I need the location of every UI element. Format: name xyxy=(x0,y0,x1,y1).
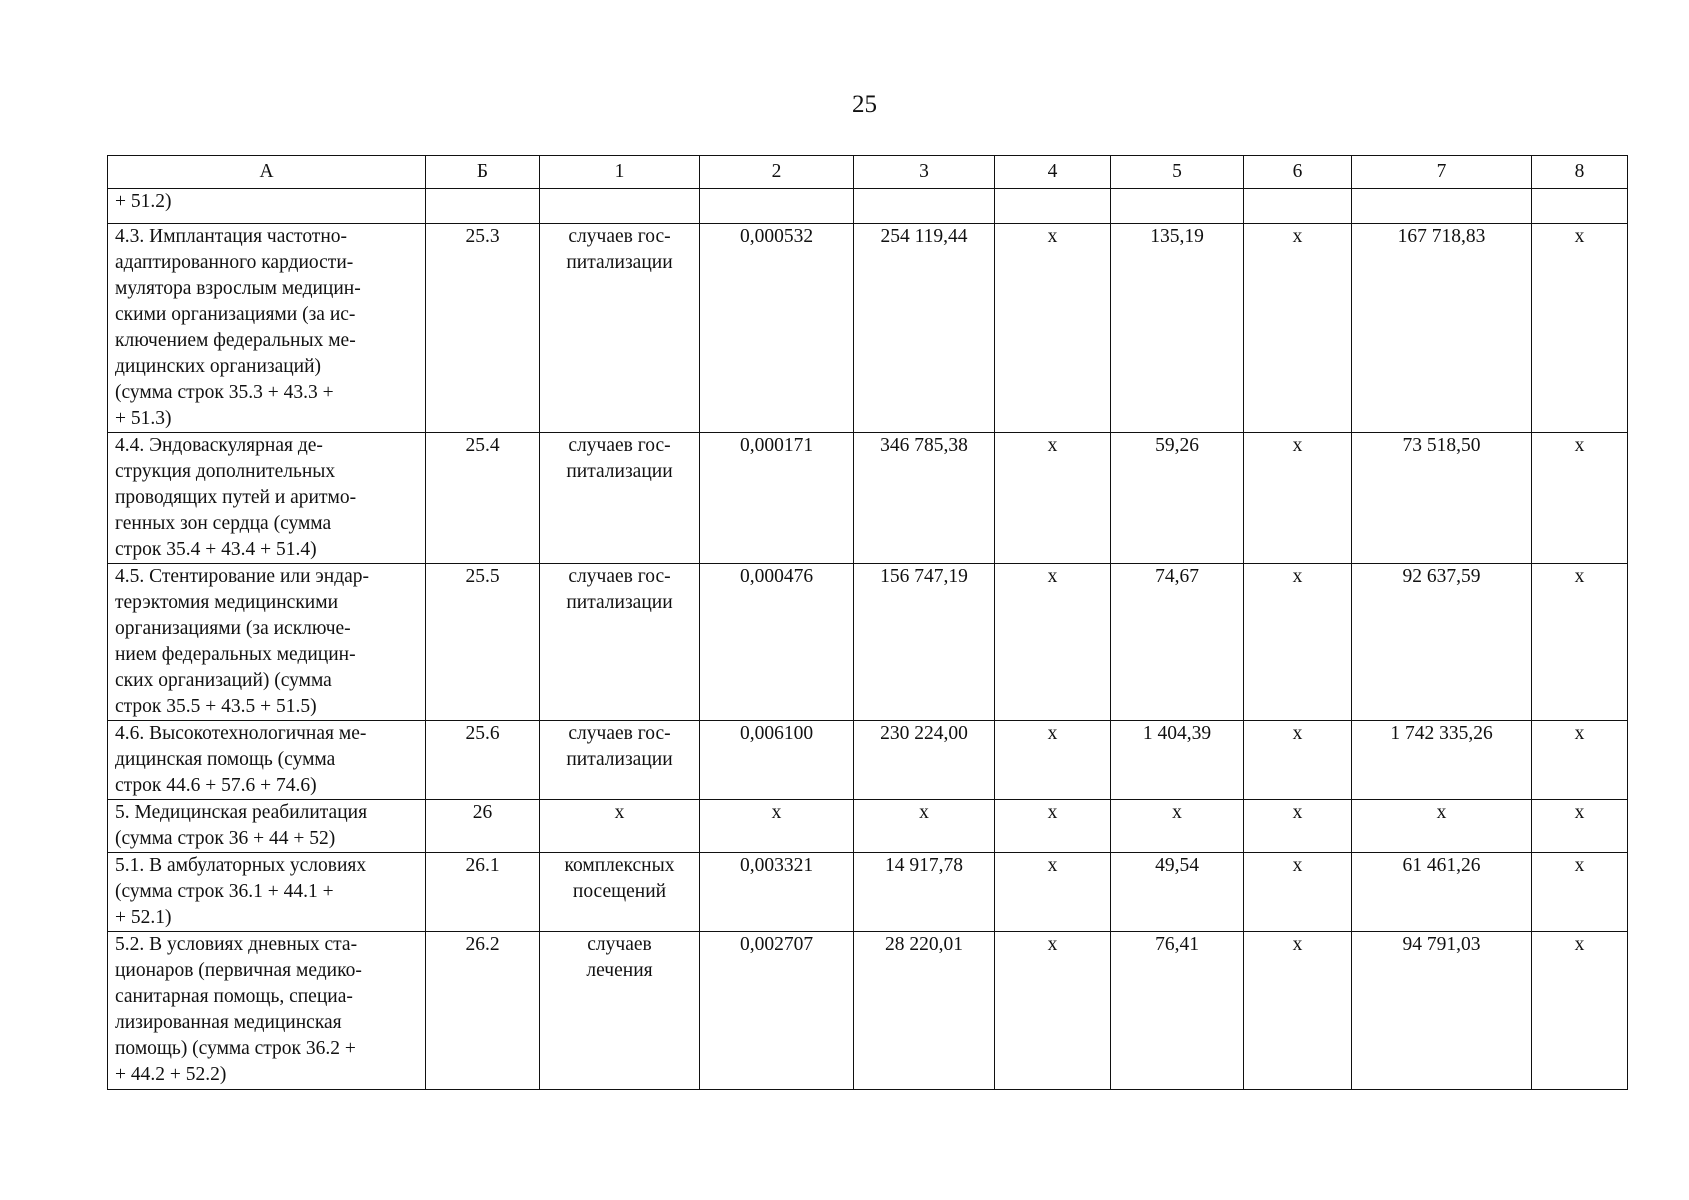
row-name-cell xyxy=(108,433,426,564)
cell-line: лизированная медицинская xyxy=(115,1012,342,1033)
row-col6-cell xyxy=(1244,932,1352,1090)
cell-line: 0,000532 xyxy=(739,226,814,247)
row-name-cell xyxy=(108,932,426,1090)
header-cell-3: 3 xyxy=(854,156,995,189)
cell-line: 1 404,39 xyxy=(1142,723,1212,744)
cell-line: х xyxy=(1292,723,1303,744)
cell-line: 167 718,83 xyxy=(1397,226,1486,247)
header-cell-a: А xyxy=(108,156,426,189)
row-unit-cell xyxy=(540,800,700,853)
row-name-cell xyxy=(108,564,426,721)
row-code-cell xyxy=(426,932,540,1090)
cell-line: организациями (за исключе- xyxy=(115,618,351,639)
cell-line: (сумма строк 35.3 + 43.3 + xyxy=(115,382,334,403)
table-row xyxy=(108,800,1628,853)
table-row xyxy=(108,433,1628,564)
cell-line: помощь) (сумма строк 36.2 + xyxy=(115,1038,356,1059)
row-code-cell xyxy=(426,433,540,564)
row-name-cell xyxy=(108,224,426,433)
row-col7-cell xyxy=(1352,433,1532,564)
row-col4-cell xyxy=(995,433,1111,564)
cell-line: 28 220,01 xyxy=(885,934,963,955)
row-col3-cell xyxy=(854,224,995,433)
cell-line: х xyxy=(1292,934,1303,955)
row-col2-cell xyxy=(700,189,854,224)
table-body xyxy=(108,189,1628,1090)
cell-line: х xyxy=(1047,934,1058,955)
cell-line: х xyxy=(1047,566,1058,587)
row-col5-cell xyxy=(1111,564,1244,721)
row-col3-cell xyxy=(854,932,995,1090)
cell-line: санитарная помощь, специа- xyxy=(115,986,353,1007)
cell-line: 1 742 335,26 xyxy=(1390,723,1493,744)
page-number: 25 xyxy=(852,91,877,118)
cell-line: 25.5 xyxy=(465,566,500,587)
row-col4-cell xyxy=(995,721,1111,800)
row-col8-cell xyxy=(1532,800,1628,853)
row-col5-cell xyxy=(1111,224,1244,433)
cell-line: 25.4 xyxy=(465,435,500,456)
row-unit-cell xyxy=(540,932,700,1090)
cell-line: питализации xyxy=(566,592,673,613)
cell-line: генных зон сердца (сумма xyxy=(115,513,332,534)
cell-line: 92 637,59 xyxy=(1402,566,1481,587)
row-col7-cell xyxy=(1352,721,1532,800)
row-col2-cell xyxy=(700,853,854,932)
row-col2-cell xyxy=(700,433,854,564)
cell-line: посещений xyxy=(572,881,667,902)
table-row xyxy=(108,189,1628,224)
cell-line: 4.3. Имплантация частотно- xyxy=(115,226,348,247)
header-cell-1: 1 xyxy=(540,156,700,189)
cell-line: 5.1. В амбулаторных условиях xyxy=(115,855,367,876)
cell-line: х xyxy=(1574,566,1585,587)
cell-line: скими организациями (за ис- xyxy=(115,304,356,325)
row-name-cell xyxy=(108,721,426,800)
row-col2-cell xyxy=(700,224,854,433)
cell-line: 26 xyxy=(472,802,493,823)
row-col3-cell xyxy=(854,433,995,564)
cell-line: случаев гос- xyxy=(568,723,671,744)
header-cell-b: Б xyxy=(426,156,540,189)
row-code-cell xyxy=(426,853,540,932)
cell-line: случаев xyxy=(587,934,652,955)
cell-line: (сумма строк 36.1 + 44.1 + xyxy=(115,881,334,902)
cell-line: 59,26 xyxy=(1155,435,1199,456)
cell-line: 346 785,38 xyxy=(880,435,968,456)
cell-line: комплексных xyxy=(564,855,675,876)
cell-line: случаев гос- xyxy=(568,435,671,456)
row-col4-cell xyxy=(995,564,1111,721)
cell-line: строк 35.4 + 43.4 + 51.4) xyxy=(115,539,317,560)
row-unit-cell xyxy=(540,721,700,800)
row-col8-cell xyxy=(1532,433,1628,564)
cell-line: х xyxy=(1047,723,1058,744)
row-code-cell xyxy=(426,224,540,433)
cell-line: мулятора взрослым медицин- xyxy=(115,278,361,299)
cell-line: х xyxy=(1292,435,1303,456)
cell-line: питализации xyxy=(566,252,673,273)
row-col4-cell xyxy=(995,932,1111,1090)
cell-line: 94 791,03 xyxy=(1402,934,1481,955)
cell-line: проводящих путей и аритмо- xyxy=(115,487,357,508)
row-col3-cell xyxy=(854,564,995,721)
cell-line: адаптированного кардиости- xyxy=(115,252,354,273)
cell-line: 26.2 xyxy=(465,934,500,955)
data-table xyxy=(107,155,1628,1090)
cell-line: 254 119,44 xyxy=(880,226,968,247)
row-col4-cell xyxy=(995,853,1111,932)
cell-line: струкция дополнительных xyxy=(115,461,336,482)
row-col6-cell xyxy=(1244,564,1352,721)
cell-line: 4.4. Эндоваскулярная де- xyxy=(115,435,323,456)
cell-line: 61 461,26 xyxy=(1402,855,1481,876)
cell-line: х xyxy=(1574,226,1585,247)
cell-line: х xyxy=(1436,802,1447,823)
row-name-cell xyxy=(108,189,426,224)
cell-line: питализации xyxy=(566,749,673,770)
row-col5-cell xyxy=(1111,189,1244,224)
row-col2-cell xyxy=(700,800,854,853)
cell-line: х xyxy=(1574,855,1585,876)
cell-line: 4.5. Стентирование или эндар- xyxy=(115,566,370,587)
row-col7-cell xyxy=(1352,932,1532,1090)
cell-line: питализации xyxy=(566,461,673,482)
row-code-cell xyxy=(426,800,540,853)
row-col5-cell xyxy=(1111,721,1244,800)
header-cell-8: 8 xyxy=(1532,156,1628,189)
row-col5-cell xyxy=(1111,932,1244,1090)
cell-line: лечения xyxy=(586,960,653,981)
cell-line: 76,41 xyxy=(1155,934,1199,955)
row-col4-cell xyxy=(995,189,1111,224)
cell-line: х xyxy=(1047,435,1058,456)
cell-line: 14 917,78 xyxy=(885,855,963,876)
cell-line: 49,54 xyxy=(1155,855,1199,876)
cell-line: х xyxy=(1047,226,1058,247)
header-cell-2: 2 xyxy=(700,156,854,189)
cell-line: 73 518,50 xyxy=(1402,435,1481,456)
row-col3-cell xyxy=(854,853,995,932)
row-col6-cell xyxy=(1244,853,1352,932)
cell-line: 135,19 xyxy=(1150,226,1204,247)
row-col7-cell xyxy=(1352,800,1532,853)
cell-line: ских организаций) (сумма xyxy=(115,670,332,691)
cell-line: х xyxy=(1292,566,1303,587)
table-row xyxy=(108,932,1628,1090)
row-col8-cell xyxy=(1532,189,1628,224)
cell-line: 0,006100 xyxy=(739,723,814,744)
table-row xyxy=(108,564,1628,721)
row-col3-cell xyxy=(854,721,995,800)
cell-line: х xyxy=(614,802,625,823)
cell-line: х xyxy=(919,802,929,823)
row-col7-cell xyxy=(1352,224,1532,433)
cell-line: + 51.3) xyxy=(115,408,172,429)
cell-line: 25.3 xyxy=(465,226,500,247)
row-col6-cell xyxy=(1244,189,1352,224)
cell-line: дицинских организаций) xyxy=(115,356,322,377)
cell-line: 25.6 xyxy=(465,723,500,744)
row-col8-cell xyxy=(1532,932,1628,1090)
row-unit-cell xyxy=(540,564,700,721)
row-col2-cell xyxy=(700,932,854,1090)
header-cell-4: 4 xyxy=(995,156,1111,189)
row-col8-cell xyxy=(1532,564,1628,721)
cell-line: строк 44.6 + 57.6 + 74.6) xyxy=(115,775,317,796)
cell-line: дицинская помощь (сумма xyxy=(115,749,336,770)
row-unit-cell xyxy=(540,853,700,932)
row-col2-cell xyxy=(700,564,854,721)
cell-line: 230 224,00 xyxy=(880,723,968,744)
row-unit-cell xyxy=(540,189,700,224)
cell-line: х xyxy=(1574,802,1585,823)
row-code-cell xyxy=(426,189,540,224)
cell-line: ключением федеральных ме- xyxy=(115,330,356,351)
cell-line: 0,000171 xyxy=(739,435,814,456)
row-col4-cell xyxy=(995,800,1111,853)
cell-line: х xyxy=(1574,934,1585,955)
cell-line: 4.6. Высокотехнологичная ме- xyxy=(115,723,367,744)
cell-line: + 51.2) xyxy=(115,191,172,212)
cell-line: ционаров (первичная медико- xyxy=(115,960,362,981)
cell-line: + 52.1) xyxy=(115,907,172,928)
table-row xyxy=(108,224,1628,433)
row-name-cell xyxy=(108,853,426,932)
cell-line: х xyxy=(771,802,782,823)
table-row xyxy=(108,721,1628,800)
row-name-cell xyxy=(108,800,426,853)
row-col8-cell xyxy=(1532,721,1628,800)
row-col5-cell xyxy=(1111,433,1244,564)
cell-line: 26.1 xyxy=(465,855,500,876)
header-cell-6: 6 xyxy=(1244,156,1352,189)
cell-line: х xyxy=(1574,435,1585,456)
cell-line: 0,000476 xyxy=(739,566,814,587)
cell-line: 156 747,19 xyxy=(880,566,968,587)
row-col6-cell xyxy=(1244,224,1352,433)
header-cell-7: 7 xyxy=(1352,156,1532,189)
cell-line: 5.2. В условиях дневных ста- xyxy=(115,934,358,955)
cell-line: случаев гос- xyxy=(568,566,671,587)
row-col3-cell xyxy=(854,800,995,853)
row-col5-cell xyxy=(1111,853,1244,932)
cell-line: терэктомия медицинскими xyxy=(115,592,339,613)
header-cell-5: 5 xyxy=(1111,156,1244,189)
cell-line: 5. Медицинская реабилитация xyxy=(115,802,368,823)
cell-line: 0,002707 xyxy=(739,934,814,955)
row-col8-cell xyxy=(1532,224,1628,433)
cell-line: нием федеральных медицин- xyxy=(115,644,356,665)
row-col2-cell xyxy=(700,721,854,800)
row-col7-cell xyxy=(1352,189,1532,224)
cell-line: строк 35.5 + 43.5 + 51.5) xyxy=(115,696,317,717)
row-code-cell xyxy=(426,721,540,800)
row-col8-cell xyxy=(1532,853,1628,932)
cell-line: + 44.2 + 52.2) xyxy=(115,1064,227,1085)
row-unit-cell xyxy=(540,224,700,433)
row-col5-cell xyxy=(1111,800,1244,853)
cell-line: х xyxy=(1047,855,1058,876)
header-row xyxy=(108,156,1628,189)
cell-line: случаев гос- xyxy=(568,226,671,247)
row-code-cell xyxy=(426,564,540,721)
cell-line: х xyxy=(1172,802,1182,823)
cell-line: 74,67 xyxy=(1155,566,1199,587)
row-col3-cell xyxy=(854,189,995,224)
cell-line: х xyxy=(1292,226,1303,247)
row-col6-cell xyxy=(1244,800,1352,853)
cell-line: х xyxy=(1292,802,1303,823)
cell-line: х xyxy=(1292,855,1303,876)
row-unit-cell xyxy=(540,433,700,564)
row-col6-cell xyxy=(1244,433,1352,564)
table-row xyxy=(108,853,1628,932)
cell-line: 0,003321 xyxy=(739,855,814,876)
cell-line: (сумма строк 36 + 44 + 52) xyxy=(115,828,336,849)
cell-line: х xyxy=(1047,802,1058,823)
row-col7-cell xyxy=(1352,564,1532,721)
row-col6-cell xyxy=(1244,721,1352,800)
row-col7-cell xyxy=(1352,853,1532,932)
row-col4-cell xyxy=(995,224,1111,433)
cell-line: х xyxy=(1574,723,1585,744)
